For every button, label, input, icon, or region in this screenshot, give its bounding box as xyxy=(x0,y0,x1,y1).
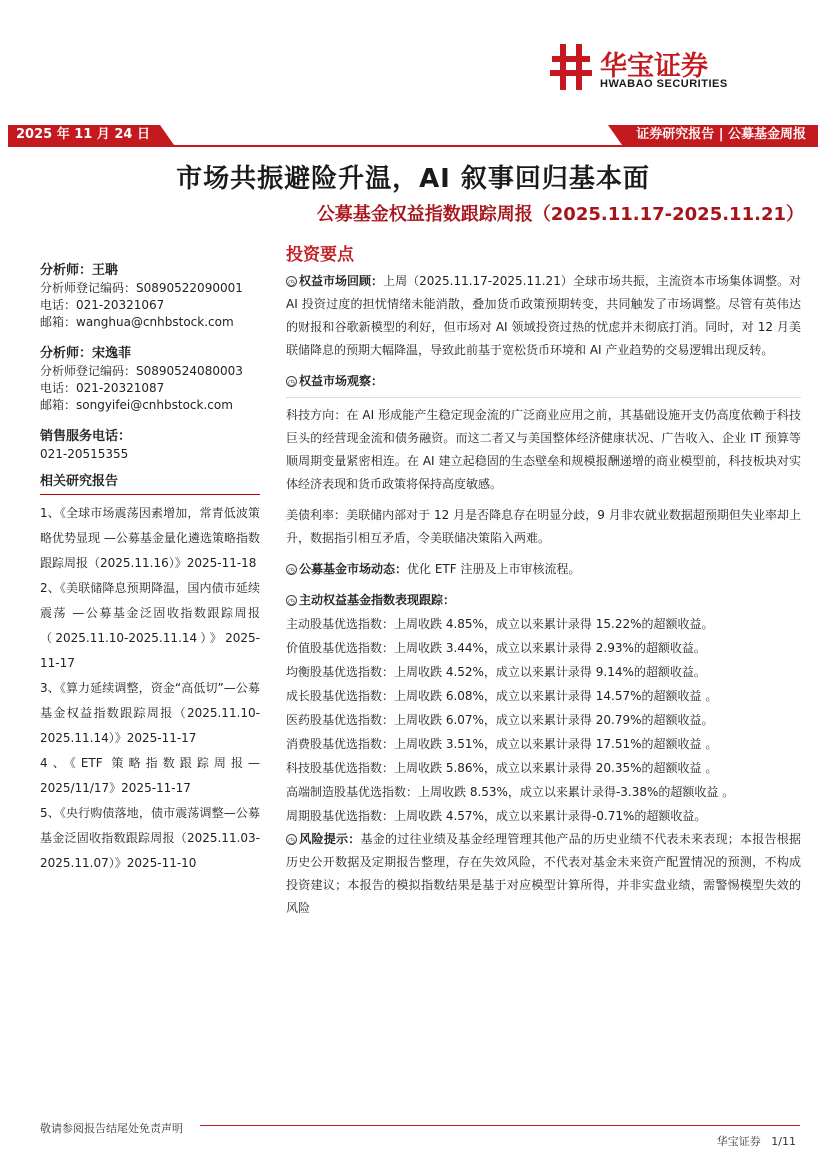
market-review-text: 上周（2025.11.17-2025.11.21）全球市场共振，主流资本市场集体调整。对 AI 投资过度的担忧情绪未能消散，叠加货币政策预期转变，共同触发了市场调整。尽管有英伟达的财报和谷歌新模型的利好，但市场对 AI 领域投资过热的忧虑并未彻底打消。同时，对 12 月美联储降息的预期大幅降温，导致此前基于宽松货币环境和 AI 产业趋势的交易逻辑出现反转。 xyxy=(286,274,801,357)
performance-item: 成长股基优选指数：上周收跌 6.08%，成立以来累计录得 14.57%的超额收益 。 xyxy=(286,689,718,703)
analyst-block xyxy=(40,345,260,414)
analyst-name: 分析师：王聃 xyxy=(40,263,119,278)
analyst-block xyxy=(40,262,260,331)
report-title: 市场共振避险升温，AI 叙事回归基本面 xyxy=(176,164,650,194)
hwabao-logo-mark-icon xyxy=(548,42,594,92)
market-review-label: 权益市场回顾： xyxy=(299,274,384,288)
footer-divider xyxy=(200,1125,800,1126)
analyst-email[interactable]: 邮箱：wanghua@cnhbstock.com xyxy=(40,315,234,329)
related-report-item[interactable]: 2、《美联储降息预期降温，国内债市延续震荡 —公募基金泛固收指数跟踪周报（2025.11.10-2025.11.14）》2025-11-17 xyxy=(40,581,260,670)
circle-bullet-icon: ◷ xyxy=(286,595,297,606)
risk-paragraph xyxy=(286,828,801,920)
related-reports-list xyxy=(40,501,260,876)
circle-bullet-icon: ◷ xyxy=(286,276,297,287)
report-subtitle: 公募基金权益指数跟踪周报（2025.11.17-2025.11.21） xyxy=(316,204,804,225)
logo-en-text: HWABAO SECURITIES xyxy=(600,78,728,90)
circle-bullet-icon: ◷ xyxy=(286,564,297,575)
analyst-reg: 分析师登记编码：S0890522090001 xyxy=(40,281,243,295)
fund-market-label: 公募基金市场动态： xyxy=(299,562,408,576)
logo-cn-text: 华宝证券 xyxy=(600,51,708,82)
us-rate-paragraph: 美债利率：美联储内部对于 12 月是否降息存在明显分歧，9 月非农就业数据超预期但失业率却上升，数据指引相互矛盾，令美联储决策陷入两难。 xyxy=(286,508,801,545)
related-reports-heading: 相关研究报告 xyxy=(40,473,260,495)
section-title: 投资要点 xyxy=(286,245,354,265)
fund-market-text: 优化 ETF 注册及上市审核流程。 xyxy=(407,562,581,576)
performance-item: 均衡股基优选指数：上周收跌 4.52%，成立以来累计录得 9.14%的超额收益。 xyxy=(286,665,706,679)
analyst-name: 分析师：宋逸菲 xyxy=(40,346,132,361)
performance-heading xyxy=(286,589,801,612)
performance-label: 主动权益基金指数表现跟踪： xyxy=(299,593,456,607)
footer-company: 华宝证券 xyxy=(716,1135,761,1148)
header-divider xyxy=(8,145,818,147)
performance-item: 主动股基优选指数：上周收跌 4.85%，成立以来累计录得 15.22%的超额收益。 xyxy=(286,617,714,631)
performance-item: 周期股基优选指数：上周收跌 4.57%，成立以来累计录得-0.71%的超额收益。 xyxy=(286,809,707,823)
sales-heading: 销售服务电话： xyxy=(40,429,132,444)
analyst-email[interactable]: 邮箱：songyifei@cnhbstock.com xyxy=(40,398,233,412)
performance-item: 价值股基优选指数：上周收跌 3.44%，成立以来累计录得 2.93%的超额收益。 xyxy=(286,641,706,655)
risk-text: 基金的过往业绩及基金经理管理其他产品的历史业绩不代表未来表现；本报告根据历史公开数据及定期报告整理，存在失效风险，不代表对基金未来资产配置情况的预测，不构成投资建议；本报告的模拟指数结果是基于对应模型计算所得，并非实盘业绩，需警惕模型失效的风险 xyxy=(286,832,801,915)
performance-item: 消费股基优选指数：上周收跌 3.51%，成立以来累计录得 17.51%的超额收益 。 xyxy=(286,737,718,751)
circle-bullet-icon: ◷ xyxy=(286,376,297,387)
market-observe-label: 权益市场观察： xyxy=(299,374,384,388)
page-number: 1/11 xyxy=(771,1135,796,1148)
performance-list xyxy=(286,612,801,828)
performance-item: 医药股基优选指数：上周收跌 6.07%，成立以来累计录得 20.79%的超额收益。 xyxy=(286,713,714,727)
report-type: 证券研究报告 | 公募基金周报 xyxy=(622,125,818,145)
analyst-phone: 电话：021-20321087 xyxy=(40,381,165,395)
company-logo xyxy=(548,42,778,94)
sales-phone: 021-20515355 xyxy=(40,447,129,461)
sidebar xyxy=(40,262,260,876)
related-report-item[interactable]: 1、《全球市场震荡因素增加，常青低波策略优势显现 —公募基金量化遴选策略指数跟踪周报（2025.11.16）》2025-11-18 xyxy=(40,506,260,570)
footer-disclaimer[interactable]: 敬请参阅报告结尾处免责声明 xyxy=(40,1122,183,1135)
fund-market-paragraph xyxy=(286,558,801,581)
footer-page-info xyxy=(717,1133,796,1149)
sales-block xyxy=(40,428,260,463)
related-report-item[interactable]: 3、《算力延续调整，资金“高低切”—公募基金权益指数跟踪周报（2025.11.10-2025.11.14）》2025-11-17 xyxy=(40,681,260,745)
report-date: 2025 年 11 月 24 日 xyxy=(8,125,160,145)
main-content xyxy=(286,244,801,920)
risk-label: 风险提示： xyxy=(299,832,361,846)
analyst-reg: 分析师登记编码：S0890524080003 xyxy=(40,364,243,378)
related-report-item[interactable]: 5、《央行购债落地，债市震荡调整—公募基金泛固收指数跟踪周报（2025.11.03-2025.11.07）》2025-11-10 xyxy=(40,806,260,870)
divider xyxy=(286,397,801,398)
analyst-phone: 电话：021-20321067 xyxy=(40,298,165,312)
market-observe-heading xyxy=(286,370,801,393)
related-report-item[interactable]: 4、《ETF 策略指数跟踪周报—2025/11/17》2025-11-17 xyxy=(40,756,260,795)
circle-bullet-icon: ◷ xyxy=(286,834,297,845)
performance-item: 科技股基优选指数：上周收跌 5.86%，成立以来累计录得 20.35%的超额收益 。 xyxy=(286,761,718,775)
tech-paragraph: 科技方向：在 AI 形成能产生稳定现金流的广泛商业应用之前，其基础设施开支仍高度依赖于科技巨头的经营现金流和债务融资。而这二者又与美国整体经济健康状况、广告收入、企业 IT 预算等顺周期变量紧密相连。在 AI 建立起稳固的生态壁垒和规模报酬递增的商业模型前，科技板块对实体经济表现和货币政策将保持高度敏感。 xyxy=(286,408,801,491)
performance-item: 高端制造股基优选指数：上周收跌 8.53%，成立以来累计录得-3.38%的超额收益 。 xyxy=(286,785,735,799)
market-review-paragraph xyxy=(286,270,801,362)
header-bar xyxy=(8,125,818,146)
